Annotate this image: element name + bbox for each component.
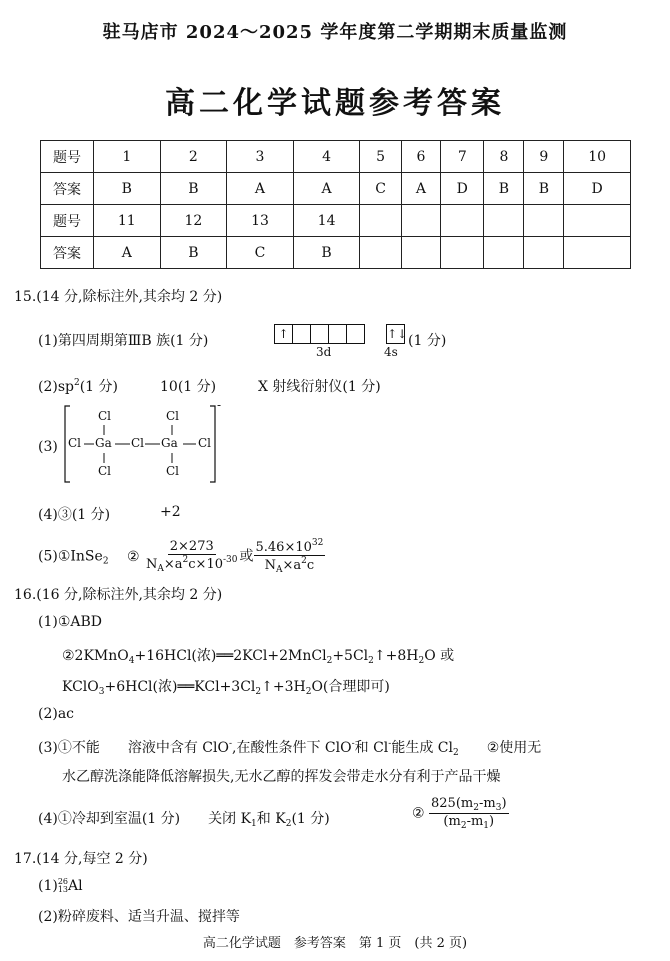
q16-part3-line2: 水乙醇洗涤能降低溶解损失,无水乙醇的挥发会带走水分有利于产品干燥 <box>62 769 501 785</box>
table-cell: 3 <box>227 141 294 173</box>
atom-cl: Cl <box>198 436 212 450</box>
page-title: 高二化学试题参考答案 <box>165 86 505 121</box>
q16-part4-fraction: ② $\frac{825(m_2-m_3)}{(m_2-m_1)}$ <box>412 796 507 831</box>
table-cell: C <box>227 237 294 269</box>
electron-orbital-diagram <box>275 323 408 344</box>
q17-heading: 17.(14 分,每空 2 分) <box>14 851 148 867</box>
row-label: 答案 <box>41 173 94 205</box>
table-cell <box>564 205 631 237</box>
q15-part2a: $(2)sp^2(1$ 分) <box>38 378 118 395</box>
table-row <box>41 237 631 269</box>
q16-part2: (2)ac <box>38 706 75 722</box>
table-cell <box>441 237 484 269</box>
table-cell: B <box>160 237 227 269</box>
ga2cl7-structure <box>62 398 222 486</box>
q15-part2c: X 射线衍射仪(1 分) <box>258 379 381 395</box>
table-cell <box>401 237 440 269</box>
table-cell: A <box>293 173 360 205</box>
orbital-box-3d <box>328 324 347 344</box>
table-cell <box>360 237 401 269</box>
q17-part2: (2)粉碎废料、适当升温、搅拌等 <box>38 909 240 925</box>
table-cell: 7 <box>441 141 484 173</box>
exam-header: 驻马店市 2024～2025 学年度第二学期期末质量监测 <box>102 22 568 43</box>
q16-part1-equation1: ②2KMnO$_4$+16HCl(浓)$══2KCl+2MnCl_2+5Cl_2↑+8H_2O$ 或 <box>62 648 455 666</box>
table-cell <box>441 205 484 237</box>
row-label: 题号 <box>41 141 94 173</box>
answer-table <box>40 140 631 269</box>
orbital-box-4s: ↑↓ <box>386 324 405 344</box>
q16-part1-equation2: KClO$_3$+6HCl(浓)$══KCl+3Cl_2↑+3H_2O$(合理即可) <box>62 679 390 697</box>
table-cell <box>484 237 524 269</box>
table-cell: 13 <box>227 205 294 237</box>
table-cell <box>484 205 524 237</box>
table-row <box>41 173 631 205</box>
q15-part4b: +2 <box>160 504 181 520</box>
table-cell: B <box>484 173 524 205</box>
orbital-box-3d: ↑ <box>274 324 293 344</box>
table-cell: 9 <box>524 141 564 173</box>
table-cell: D <box>564 173 631 205</box>
label-3d: 3d <box>316 345 332 359</box>
table-cell: 6 <box>401 141 440 173</box>
table-cell: 12 <box>160 205 227 237</box>
q15-part4a: (4)③(1 分) <box>38 507 111 523</box>
table-cell: B <box>524 173 564 205</box>
q16-part3: (3)①不能 溶液中含有 ClO-,在酸性条件下 ClO-和 Cl-能生成 $Cl_2$ ②使用无 <box>38 739 542 758</box>
atom-cl: Cl <box>98 464 112 478</box>
table-cell: 4 <box>293 141 360 173</box>
table-cell <box>524 205 564 237</box>
table-cell: B <box>160 173 227 205</box>
q16-heading: 16.(16 分,除标注外,其余均 2 分) <box>14 587 223 603</box>
table-cell: 11 <box>94 205 161 237</box>
q15-part1-score: (1 分) <box>408 333 447 349</box>
table-cell: 10 <box>564 141 631 173</box>
table-cell <box>401 205 440 237</box>
table-row <box>41 205 631 237</box>
table-cell <box>524 237 564 269</box>
table-cell: C <box>360 173 401 205</box>
q15-part3-prefix: (3) <box>38 439 58 455</box>
table-cell: A <box>94 237 161 269</box>
atom-cl: Cl <box>166 464 180 478</box>
orbital-box-3d <box>346 324 365 344</box>
atom-cl: Cl <box>166 409 180 423</box>
table-cell <box>564 237 631 269</box>
q16-part1: (1)①ABD <box>38 614 103 630</box>
table-cell <box>360 205 401 237</box>
table-cell: 14 <box>293 205 360 237</box>
row-label: 题号 <box>41 205 94 237</box>
orbital-box-3d <box>292 324 311 344</box>
q15-part2b: 10(1 分) <box>160 379 217 395</box>
charge-sign: - <box>217 398 222 412</box>
table-cell: 5 <box>360 141 401 173</box>
atom-cl: Cl <box>131 436 145 450</box>
orbital-box-3d <box>310 324 329 344</box>
atom-ga: Ga <box>95 436 112 450</box>
table-cell: B <box>293 237 360 269</box>
atom-cl: Cl <box>98 409 112 423</box>
q17-part1: (1) 26 13 Al <box>38 877 83 894</box>
page-footer: 高二化学试题 参考答案 第 1 页 (共 2 页) <box>202 936 468 951</box>
atom-ga: Ga <box>161 436 178 450</box>
table-row <box>41 141 631 173</box>
row-label: 答案 <box>41 237 94 269</box>
table-cell: D <box>441 173 484 205</box>
q15-part1: (1)第四周期第ⅢB 族(1 分) <box>38 333 209 349</box>
q16-part4: (4)①冷却到室温(1 分) 关闭 $K_1$和 $K_2(1$ 分) <box>38 811 330 829</box>
table-cell: 1 <box>94 141 161 173</box>
table-cell: 8 <box>484 141 524 173</box>
fraction: $\frac{5.46\times 10^{32}}{N_A\times a^2c}$ <box>255 538 324 575</box>
label-4s: 4s <box>384 345 398 359</box>
atom-cl: Cl <box>68 436 82 450</box>
table-cell: A <box>227 173 294 205</box>
table-cell: B <box>94 173 161 205</box>
table-cell: 2 <box>160 141 227 173</box>
fraction: $\frac{825(m_2-m_3)}{(m_2-m_1)}$ <box>431 796 507 831</box>
table-cell: A <box>401 173 440 205</box>
fraction: $\frac{2\times 273}{N_A\times a^2c\times 10^{-30}}$ <box>146 539 238 574</box>
q15-part5: (5)①InSe$_2$ ② $\frac{2\times 273}{N_A\times a^2c\times 10^{-30}}$ 或 $\frac{5.46\times 10^{32}}{N_A\times a^2c}$ <box>38 538 324 575</box>
q15-heading: 15.(14 分,除标注外,其余均 2 分) <box>14 289 223 305</box>
